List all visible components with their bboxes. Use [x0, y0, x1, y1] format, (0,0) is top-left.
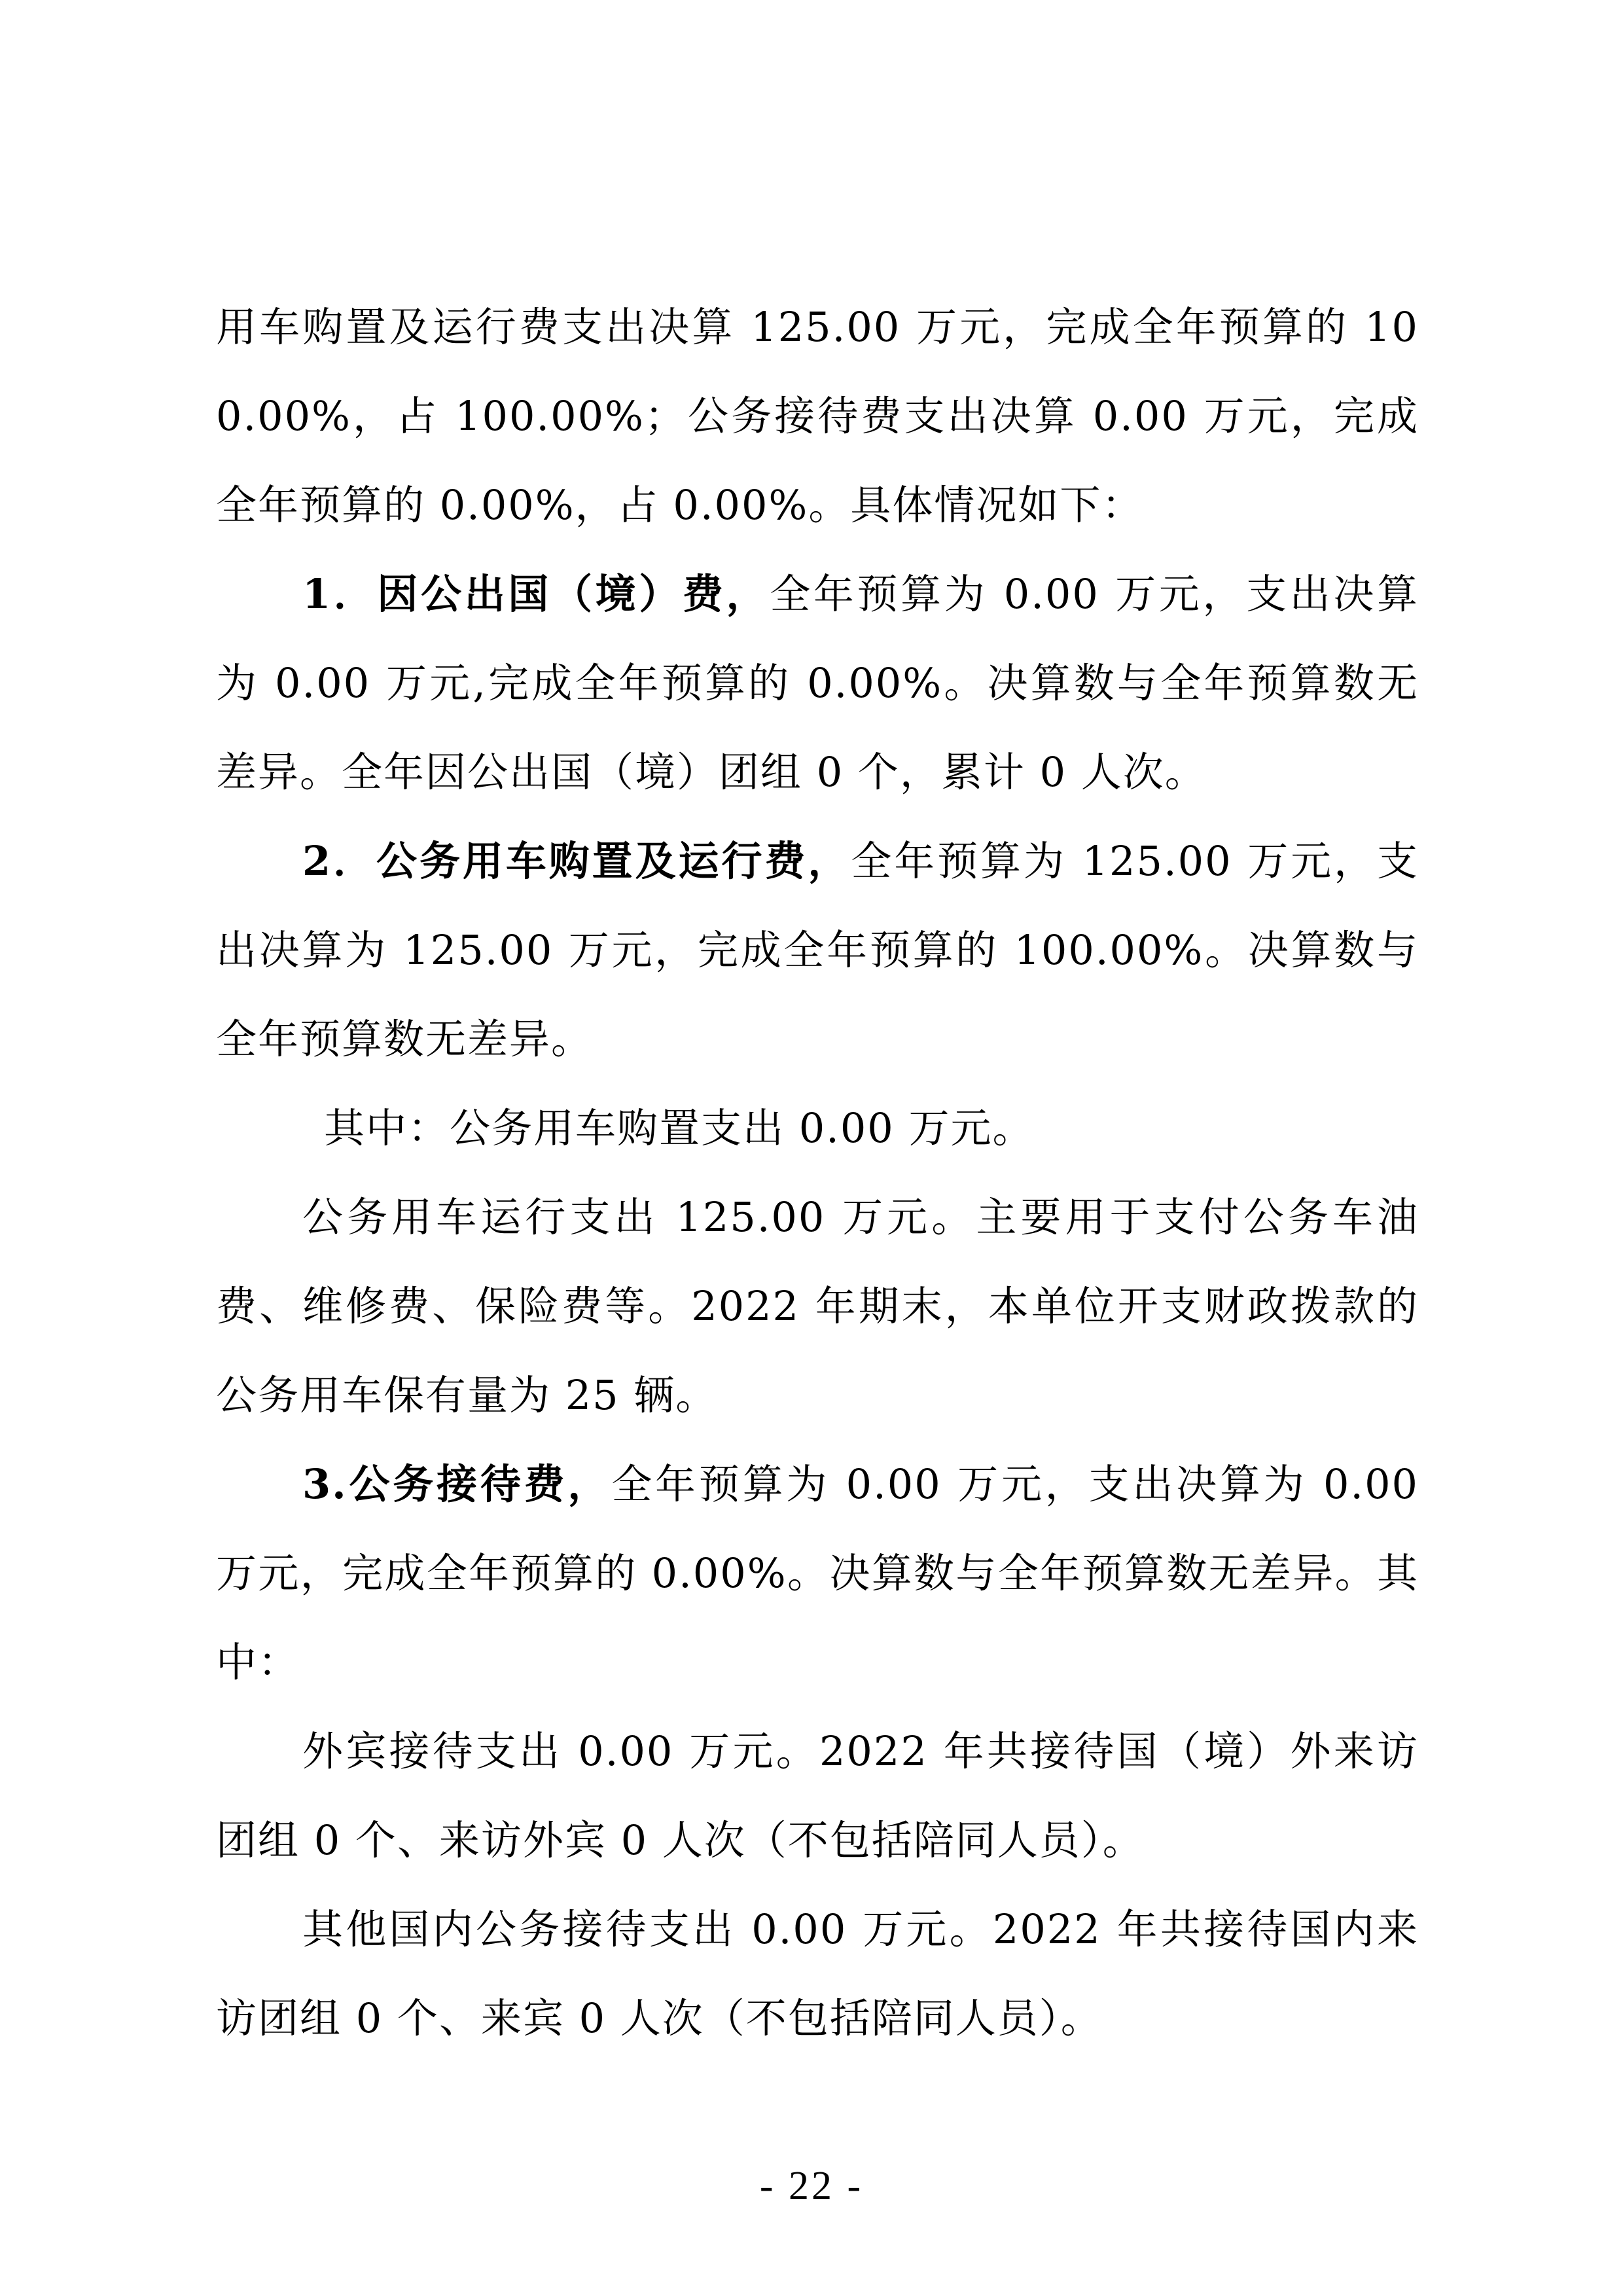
text-official-reception: 全年预算为 0.00 万元，支出决算为 0.00 万元，完成全年预算的 0.00%。决算数与全年预算数无差异。其中： — [216, 1460, 1419, 1686]
heading-overseas-travel: 1．因公出国（境）费， — [302, 570, 770, 618]
paragraph-summary-continuation: 用车购置及运行费支出决算 125.00 万元，完成全年预算的 100.00%，占 100.00%；公务接待费支出决算 0.00 万元，完成全年预算的 0.00%，占 0.00%。具体情况如下： — [216, 303, 1419, 529]
heading-official-vehicles: 2．公务用车购置及运行费， — [302, 837, 851, 885]
paragraph-overseas-travel — [216, 550, 1419, 817]
paragraph-domestic-reception: 其他国内公务接待支出 0.00 万元。2022 年共接待国内来访团组 0 个、来宾 0 人次（不包括陪同人员）。 — [216, 1905, 1419, 2042]
text-official-vehicles: 全年预算为 125.00 万元，支出决算为 125.00 万元，完成全年预算的 100.00%。决算数与全年预算数无差异。 — [216, 837, 1419, 1063]
text-overseas-travel: 全年预算为 0.00 万元，支出决算为 0.00 万元,完成全年预算的 0.00%。决算数与全年预算数无差异。全年因公出国（境）团组 0 个，累计 0 人次。 — [216, 570, 1419, 796]
paragraph-official-reception — [216, 1440, 1419, 1707]
heading-official-reception: 3.公务接待费， — [302, 1460, 612, 1508]
page-number: - 22 - — [759, 2164, 864, 2208]
paragraph-official-vehicles — [216, 817, 1419, 1084]
paragraph-vehicle-operation: 公务用车运行支出 125.00 万元。主要用于支付公务车油费、维修费、保险费等。2022 年期末，本单位开支财政拨款的公务用车保有量为 25 辆。 — [216, 1193, 1419, 1419]
paragraph-foreign-guest-reception: 外宾接待支出 0.00 万元。2022 年共接待国（境）外来访团组 0 个、来访外宾 0 人次（不包括陪同人员）。 — [216, 1727, 1419, 1864]
paragraph-vehicle-purchase: 其中：公务用车购置支出 0.00 万元。 — [324, 1104, 1035, 1152]
document-body — [216, 283, 1419, 2063]
